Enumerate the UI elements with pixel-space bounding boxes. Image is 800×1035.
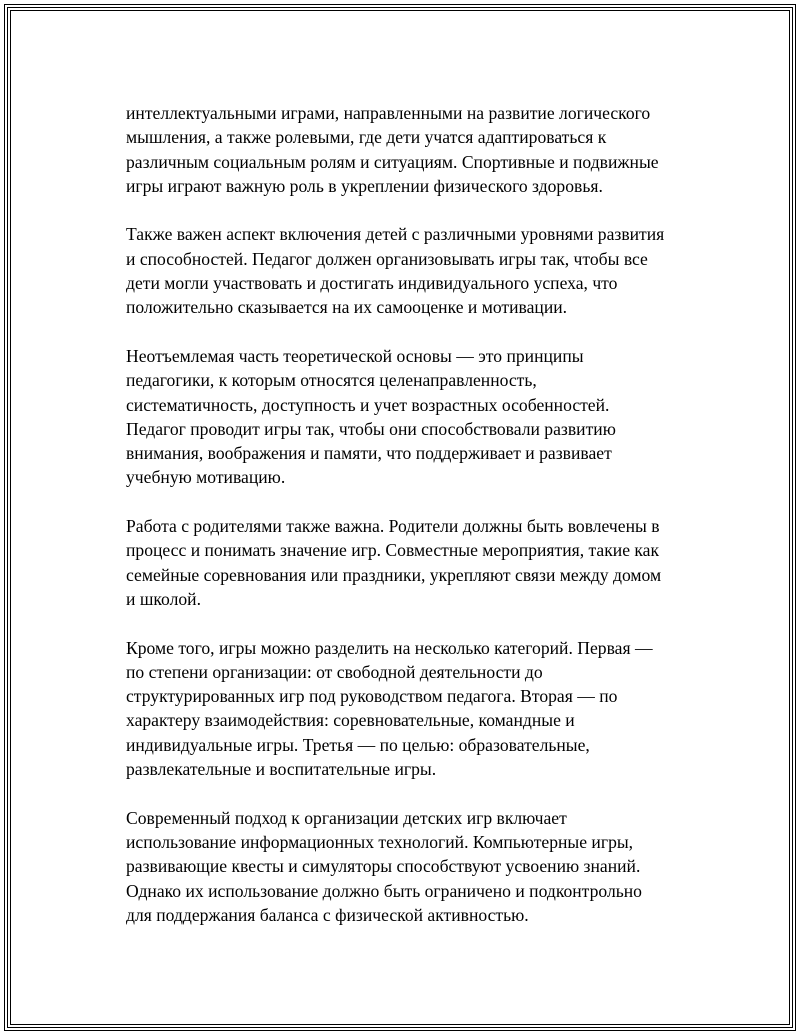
paragraph-1: интеллектуальными играми, направленными на развитие логического мышления, а также ролевыми, где дети учатся адаптироваться к различным социальным ролям и ситуациям. Спортивные и подвижные игры играют важную роль в укреплении физического здоровья. <box>126 103 659 196</box>
paragraph-2: Также важен аспект включения детей с различными уровнями развития и способностей. Педагог должен организовывать игры так, чтобы все дети могли участвовать и достигать индивидуального успеха, что положительно сказывается на их самооценке и мотивации. <box>126 224 665 318</box>
document-body <box>126 101 706 951</box>
paragraph-5: Кроме того, игры можно разделить на несколько категорий. Первая — по степени организации: от свободной деятельности до структурированных игр под руководством педагога. Вторая — по характеру взаимодействия: соревновательные, командные и индивидуальные игры. Третья — по целью: образовательные, развлекательные и воспитательные игры. <box>126 637 653 780</box>
paragraph-4: Работа с родителями также важна. Родители должны быть вовлечены в процесс и понимать значение игр. Совместные мероприятия, такие как семейные соревнования или праздники, укрепляют связи между домом и школой. <box>126 516 662 609</box>
paragraph-6: Современный подход к организации детских игр включает использование информационных технологий. Компьютерные игры, развивающие квесты и симуляторы способствуют усвоению знаний. Однако их использование должно быть ограничено и подконтрольно для поддержания баланса с физической активностью. <box>126 807 642 925</box>
paragraph-3: Неотъемлемая часть теоретической основы — это принципы педагогики, к которым относятся целенаправленность, систематичность, доступность и учет возрастных особенностей. Педагог проводит игры так, чтобы они способствовали развитию внимания, воображения и памяти, что поддерживает и развивает учебную мотивацию. <box>126 345 616 488</box>
page-border <box>4 4 796 1031</box>
